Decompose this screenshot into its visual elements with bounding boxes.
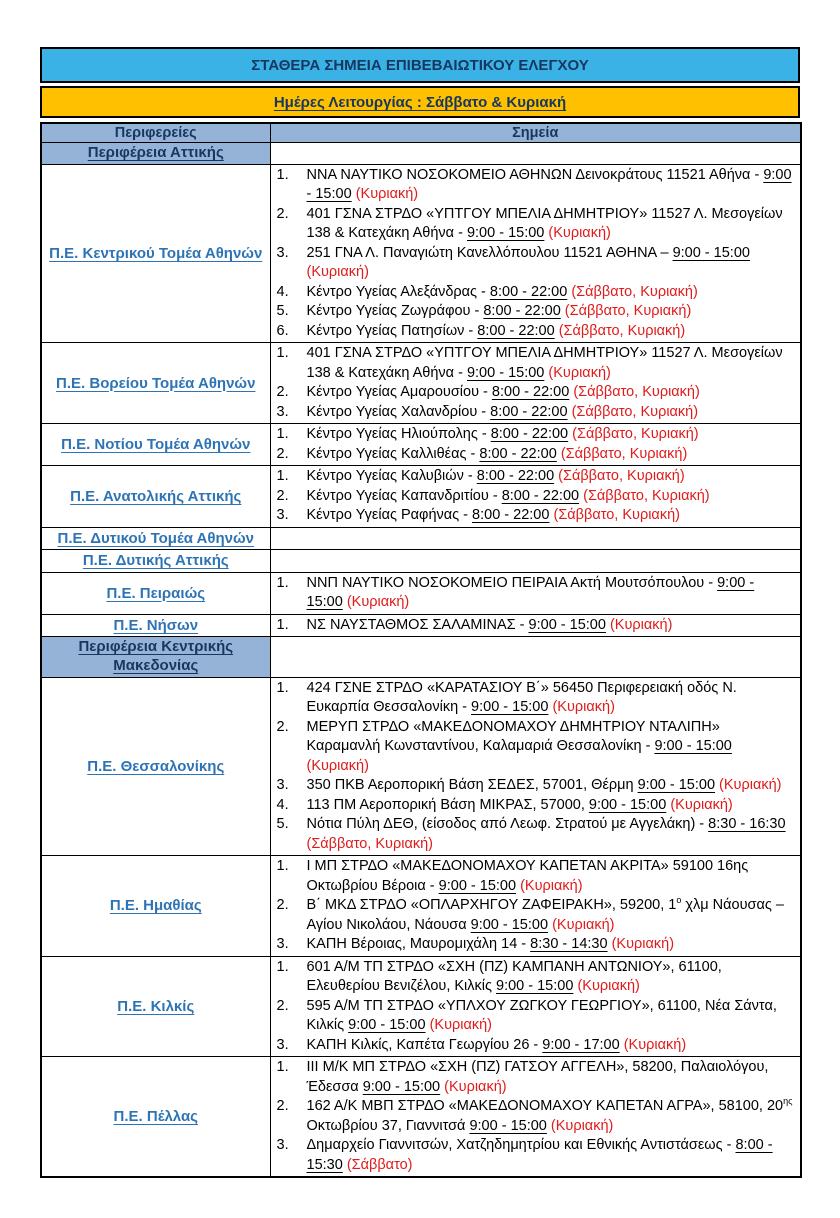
region-name-cell <box>41 856 270 957</box>
item-text: Κέντρο Υγείας Καλλιθέας - 8:00 - 22:00 (Σάββατο, Κυριακή) <box>306 445 688 462</box>
item-hours: 8:00 - 15:30 <box>306 1137 773 1173</box>
item-text: Κέντρο Υγείας Πατησίων - 8:00 - 22:00 (Σάββατο, Κυριακή) <box>306 322 686 339</box>
checkpoint-item <box>277 403 795 423</box>
item-hours: 9:00 - 15:00 <box>637 777 716 794</box>
item-text: 401 ΓΣΝΑ ΣΤΡΔΟ «ΥΠΤΓΟΥ ΜΠΕΛΙΑ ΔΗΜΗΤΡΙΟΥ» 11527 Λ. Μεσογείων 138 & Κατεχάκη Αθήνα - 9:00 - 15:00 (Κυριακή) <box>306 205 783 242</box>
table-row <box>41 550 801 573</box>
item-text: Κέντρο Υγείας Αλεξάνδρας - 8:00 - 22:00 (Σάββατο, Κυριακή) <box>306 283 698 300</box>
item-hours: 9:00 - 15:00 <box>466 364 545 381</box>
item-hours: 8:00 - 22:00 <box>501 487 580 504</box>
item-text: 595 Α/Μ ΤΠ ΣΤΡΔΟ «ΥΠΛΧΟΥ ΖΩΓΚΟΥ ΓΕΩΡΓΙΟΥ», 61100, Νέα Σάντα, Κιλκίς 9:00 - 15:00 (Κυριακή) <box>306 997 777 1034</box>
item-hours: 9:00 - 15:00 <box>471 699 549 716</box>
region-name-label: Π.Ε. Πειραιώς <box>106 584 206 602</box>
item-number: 2. <box>276 487 289 504</box>
region-name-label: Π.Ε. Δυτικού Τομέα Αθηνών <box>57 529 255 547</box>
region-name-cell <box>41 466 270 528</box>
checkpoint-item <box>277 383 795 403</box>
item-text: 424 ΓΣΝΕ ΣΤΡΔΟ «ΚΑΡΑΤΑΣΙΟΥ Β΄» 56450 Περιφερειακή οδός Ν. Ευκαρπία Θεσσαλονίκη - 9:00 - 15:00 (Κυριακή) <box>306 679 737 716</box>
item-hours: 9:00 - 15:00 <box>672 244 750 261</box>
item-days: (Κυριακή) <box>670 796 733 813</box>
table-row <box>41 527 801 550</box>
item-number: 1. <box>276 345 289 362</box>
item-text: 350 ΠΚΒ Αεροπορική Βάση ΣΕΔΕΣ, 57001, Θέρμη 9:00 - 15:00 (Κυριακή) <box>306 777 782 794</box>
item-hours: 8:30 - 16:30 <box>708 816 786 833</box>
points-cell <box>270 343 801 424</box>
item-hours: 9:00 - 15:00 <box>470 916 549 933</box>
checkpoint-item <box>277 166 795 205</box>
item-text: Κέντρο Υγείας Ραφήνας - 8:00 - 22:00 (Σάββατο, Κυριακή) <box>306 507 680 524</box>
region-name-label: Π.Ε. Ημαθίας <box>109 897 202 915</box>
checkpoint-item <box>277 997 795 1036</box>
checkpoint-item <box>277 506 795 526</box>
region-name-cell <box>41 164 270 343</box>
item-text: ΚΑΠΗ Κιλκίς, Καπέτα Γεωργίου 26 - 9:00 - 17:00 (Κυριακή) <box>306 1036 687 1053</box>
item-number: 3. <box>276 1137 289 1154</box>
table-row <box>41 572 801 614</box>
region-header-cell <box>41 637 270 678</box>
item-hours: 8:00 - 22:00 <box>490 426 569 443</box>
region-name-cell <box>41 572 270 614</box>
checkpoint-item <box>277 796 795 816</box>
item-days: (Κυριακή) <box>355 186 419 203</box>
points-cell <box>270 572 801 614</box>
checkpoint-item <box>277 467 795 487</box>
item-hours: 9:00 - 15:00 <box>588 796 667 813</box>
points-cell <box>270 956 801 1057</box>
item-number: 3. <box>276 1036 289 1053</box>
checkpoint-item <box>277 344 795 383</box>
item-days: (Κυριακή) <box>548 364 611 381</box>
item-hours: 8:00 - 22:00 <box>490 403 568 420</box>
item-number: 6. <box>276 322 289 339</box>
checkpoint-item <box>277 574 795 613</box>
checkpoint-item <box>277 205 795 244</box>
region-name-label: Π.Ε. Νήσων <box>113 616 199 634</box>
item-text: 162 Α/Κ ΜΒΠ ΣΤΡΔΟ «ΜΑΚΕΔΟΝΟΜΑΧΟΥ ΚΑΠΕΤΑΝ ΑΓΡΑ», 58100, $20^{\eta\varsigma}$ Οκτωβρίου 37, Γιαννιτσά 9:00 - 15:00 (Κυριακή) <box>306 1096 793 1134</box>
item-hours: 9:00 - 15:00 <box>306 574 755 611</box>
item-days: (Σάββατο, Κυριακή) <box>564 303 692 320</box>
points-cell <box>270 677 801 856</box>
item-days: (Σάββατο, Κυριακή) <box>583 487 710 504</box>
region-header-label: Περιφέρεια Κεντρικής Μακεδονίας <box>78 638 234 674</box>
checkpoint-item <box>277 244 795 283</box>
item-number: 5. <box>276 303 289 320</box>
item-days: (Σάββατο, Κυριακή) <box>553 507 680 524</box>
points-cell <box>270 550 801 573</box>
checkpoint-item <box>277 1036 795 1056</box>
region-name-label: Π.Ε. Δυτικής Αττικής <box>82 552 229 570</box>
item-hours: 9:00 - 15:00 <box>528 616 606 633</box>
checkpoint-item <box>277 302 795 322</box>
item-number: 1. <box>276 616 289 633</box>
item-text: 401 ΓΣΝΑ ΣΤΡΔΟ «ΥΠΤΓΟΥ ΜΠΕΛΙΑ ΔΗΜΗΤΡΙΟΥ» 11527 Λ. Μεσογείων 138 & Κατεχάκη Αθήνα - 9:00 - 15:00 (Κυριακή) <box>306 345 783 381</box>
item-number: 4. <box>276 796 289 813</box>
region-name-cell <box>41 614 270 637</box>
item-text: ΜΕΡΥΠ ΣΤΡΔΟ «ΜΑΚΕΔΟΝΟΜΑΧΟΥ ΔΗΜΗΤΡΙΟΥ ΝΤΑΛΙΠΗ» Καραμανλή Κωνσταντίνου, Καλαμαριά Θεσσαλονίκη - 9:00 - 15:00 (Κυριακή) <box>306 718 732 774</box>
item-hours: 8:00 - 22:00 <box>477 322 555 339</box>
item-days: (Σάββατο, Κυριακή) <box>306 835 433 852</box>
item-days: (Σάββατο, Κυριακή) <box>573 384 700 401</box>
checkpoint-item <box>277 445 795 465</box>
item-hours: 9:00 - 15:00 <box>362 1078 441 1095</box>
checkpoint-item <box>277 425 795 445</box>
region-name-label: Π.Ε. Νοτίου Τομέα Αθηνών <box>61 436 251 453</box>
column-header-points: Σημεία <box>270 123 801 143</box>
item-text: Κέντρο Υγείας Καλυβιών - 8:00 - 22:00 (Σάββατο, Κυριακή) <box>306 468 685 485</box>
item-hours: 9:00 - 15:00 <box>348 1017 426 1034</box>
item-number: 1. <box>276 166 289 183</box>
checkpoint-item <box>277 1097 795 1136</box>
item-number: 2. <box>276 1098 289 1115</box>
item-number: 1. <box>276 679 289 696</box>
item-days: (Κυριακή) <box>444 1078 507 1095</box>
region-name-cell <box>41 424 270 466</box>
checkpoint-item <box>277 815 795 854</box>
item-number: 1. <box>276 958 289 975</box>
item-number: 2. <box>276 384 289 401</box>
item-hours: 9:00 - 15:00 <box>466 225 545 242</box>
item-hours: 8:30 - 14:30 <box>530 936 608 953</box>
region-name-label: Π.Ε. Πέλλας <box>113 1108 198 1125</box>
item-number: 2. <box>276 897 289 914</box>
table-body <box>41 143 801 1178</box>
checkpoint-item <box>277 283 795 303</box>
item-days: (Σάββατο, Κυριακή) <box>560 445 688 462</box>
points-cell <box>270 164 801 343</box>
item-days: (Κυριακή) <box>609 616 673 633</box>
item-text: Β΄ ΜΚΔ ΣΤΡΔΟ «ΟΠΛΑΡΧΗΓΟΥ ΖΑΦΕΙΡΑΚΗ», 59200, $1^o$ χλμ Νάουσας – Αγίου Νικολάου, Νάουσα 9:00 - 15:00 (Κυριακή) <box>306 895 784 933</box>
checkpoint-item <box>277 776 795 796</box>
region-header-empty-cell <box>270 143 801 165</box>
region-header-cell <box>41 143 270 165</box>
item-days: (Σάββατο, Κυριακή) <box>558 322 686 339</box>
item-days: (Σάββατο, Κυριακή) <box>571 283 698 300</box>
item-number: 1. <box>276 1059 289 1076</box>
item-days: (Κυριακή) <box>306 757 369 774</box>
item-days: (Κυριακή) <box>719 777 782 794</box>
region-name-label: Π.Ε. Ανατολικής Αττικής <box>70 487 242 505</box>
operating-days-text: Ημέρες Λειτουργίας : Σάββατο & Κυριακή <box>273 94 567 111</box>
item-number: 3. <box>276 244 289 261</box>
item-days: (Σάββατο, Κυριακή) <box>558 468 685 485</box>
item-number: 2. <box>276 205 289 222</box>
item-hours: 8:00 - 22:00 <box>472 507 550 524</box>
region-header-empty-cell <box>270 637 801 678</box>
item-number: 2. <box>276 997 289 1014</box>
points-cell <box>270 466 801 528</box>
column-header-row <box>41 123 801 143</box>
item-hours: 9:00 - 15:00 <box>469 1117 547 1134</box>
region-header-label: Περιφέρεια Αττικής <box>87 144 224 161</box>
item-text: ΝΣ ΝΑΥΣΤΑΘΜΟΣ ΣΑΛΑΜΙΝΑΣ - 9:00 - 15:00 (Κυριακή) <box>306 616 673 633</box>
region-name-label: Π.Ε. Θεσσαλονίκης <box>87 757 225 775</box>
region-name-cell <box>41 677 270 856</box>
item-hours: 8:00 - 22:00 <box>483 303 561 320</box>
region-header-row <box>41 143 801 165</box>
points-cell <box>270 614 801 637</box>
item-number: 5. <box>276 816 289 833</box>
checkpoint-item <box>277 679 795 718</box>
item-number: 3. <box>276 936 289 953</box>
item-text: Κέντρο Υγείας Ζωγράφου - 8:00 - 22:00 (Σάββατο, Κυριακή) <box>306 303 692 320</box>
item-number: 4. <box>276 283 289 300</box>
item-text: Νότια Πύλη ΔΕΘ, (είσοδος από Λεωφ. Στρατού με Αγγελάκη) - 8:30 - 16:30 (Σάββατο, Κυριακή) <box>306 816 786 852</box>
document-title-bar <box>40 47 800 83</box>
item-days: (Κυριακή) <box>550 1117 614 1134</box>
item-number: 3. <box>276 507 289 524</box>
checkpoint-item <box>277 857 795 896</box>
region-name-label: Π.Ε. Κιλκίς <box>117 997 195 1015</box>
item-days: (Σάββατο, Κυριακή) <box>572 426 699 443</box>
item-text: Κέντρο Υγείας Αμαρουσίου - 8:00 - 22:00 (Σάββατο, Κυριακή) <box>306 384 700 401</box>
points-cell <box>270 856 801 957</box>
region-name-label: Π.Ε. Βορείου Τομέα Αθηνών <box>56 374 256 392</box>
document-title: ΣΤΑΘΕΡΑ ΣΗΜΕΙΑ ΕΠΙΒΕΒΑΙΩΤΙΚΟΥ ΕΛΕΓΧΟΥ <box>251 57 589 74</box>
item-text: ΙΙΙ Μ/Κ ΜΠ ΣΤΡΔΟ «ΣΧΗ (ΠΖ) ΓΑΤΣΟΥ ΑΓΓΕΛΗ», 58200, Παλαιολόγου, Έδεσσα 9:00 - 15:00 (Κυριακή) <box>306 1059 769 1095</box>
item-hours: 9:00 - 15:00 <box>496 978 574 995</box>
item-number: 3. <box>276 777 289 794</box>
checkpoint-item <box>277 958 795 997</box>
item-number: 3. <box>276 403 289 420</box>
item-days: (Σάββατο, Κυριακή) <box>571 403 699 420</box>
item-text: 601 Α/Μ ΤΠ ΣΤΡΔΟ «ΣΧΗ (ΠΖ) ΚΑΜΠΑΝΗ ΑΝΤΩΝΙΟΥ», 61100, Ελευθερίου Βενιζέλου, Κιλκίς 9:00 - 15:00 (Κυριακή) <box>306 958 722 995</box>
item-number: 2. <box>276 445 289 462</box>
region-name-label: Π.Ε. Κεντρικού Τομέα Αθηνών <box>49 244 263 262</box>
item-days: (Σάββατο) <box>346 1156 413 1173</box>
item-number: 1. <box>276 858 289 875</box>
region-name-cell <box>41 550 270 573</box>
item-days: (Κυριακή) <box>577 978 640 995</box>
item-text: Κέντρο Υγείας Ηλιούπολης - 8:00 - 22:00 (Σάββατο, Κυριακή) <box>306 426 699 443</box>
table-row <box>41 856 801 957</box>
checkpoint-item <box>277 896 795 935</box>
item-number: 2. <box>276 718 289 735</box>
region-name-cell <box>41 343 270 424</box>
item-number: 1. <box>276 468 289 485</box>
checkpoints-table <box>40 122 802 1178</box>
item-days: (Κυριακή) <box>611 936 675 953</box>
region-name-cell <box>41 527 270 550</box>
checkpoint-item <box>277 1136 795 1175</box>
item-days: (Κυριακή) <box>306 264 369 281</box>
item-days: (Κυριακή) <box>623 1036 687 1053</box>
item-number: 1. <box>276 426 289 443</box>
item-text: 113 ΠΜ Αεροπορική Βάση ΜΙΚΡΑΣ, 57000, 9:00 - 15:00 (Κυριακή) <box>306 796 733 813</box>
operating-days-bar <box>40 86 800 118</box>
item-text: ΚΑΠΗ Βέροιας, Μαυρομιχάλη 14 - 8:30 - 14:30 (Κυριακή) <box>306 936 675 953</box>
item-days: (Κυριακή) <box>346 594 410 611</box>
region-name-cell <box>41 1057 270 1178</box>
item-hours: 8:00 - 22:00 <box>489 283 568 300</box>
column-header-regions: Περιφερείες <box>41 123 270 143</box>
item-days: (Κυριακή) <box>552 699 615 716</box>
checkpoint-item <box>277 616 795 636</box>
table-row <box>41 424 801 466</box>
checkpoint-item <box>277 935 795 955</box>
item-days: (Κυριακή) <box>520 877 583 894</box>
points-cell <box>270 1057 801 1178</box>
item-text: Δημαρχείο Γιαννιτσών, Χατζηδημητρίου και Εθνικής Αντιστάσεως - 8:00 - 15:30 (Σάββατο) <box>306 1137 773 1173</box>
item-hours: 8:00 - 22:00 <box>479 445 557 462</box>
item-days: (Κυριακή) <box>548 225 611 242</box>
checkpoint-item <box>277 322 795 342</box>
checkpoint-item <box>277 718 795 777</box>
checkpoint-item <box>277 1058 795 1097</box>
table-row <box>41 1057 801 1178</box>
item-text: ΝΝΠ ΝΑΥΤΙΚΟ ΝΟΣΟΚΟΜΕΙΟ ΠΕΙΡΑΙΑ Ακτή Μουτσόπουλου - 9:00 - 15:00 (Κυριακή) <box>306 574 755 611</box>
item-text: 251 ΓΝΑ Λ. Παναγιώτη Κανελλόπουλου 11521 ΑΘΗΝΑ – 9:00 - 15:00 (Κυριακή) <box>306 244 750 281</box>
table-row <box>41 164 801 343</box>
item-hours: 8:00 - 22:00 <box>491 384 570 401</box>
table-row <box>41 956 801 1057</box>
item-hours: 9:00 - 17:00 <box>542 1036 620 1053</box>
region-name-cell <box>41 956 270 1057</box>
table-row <box>41 677 801 856</box>
item-text: Κέντρο Υγείας Καπανδριτίου - 8:00 - 22:00 (Σάββατο, Κυριακή) <box>306 487 710 504</box>
table-row <box>41 614 801 637</box>
item-number: 1. <box>276 574 289 591</box>
table-row <box>41 343 801 424</box>
item-hours: 9:00 - 15:00 <box>654 738 732 755</box>
table-row <box>41 466 801 528</box>
points-cell <box>270 424 801 466</box>
checkpoint-item <box>277 487 795 507</box>
item-hours: 9:00 - 15:00 <box>438 877 517 894</box>
item-hours: 9:00 - 15:00 <box>306 166 792 203</box>
item-text: Κέντρο Υγείας Χαλανδρίου - 8:00 - 22:00 (Σάββατο, Κυριακή) <box>306 403 699 420</box>
item-days: (Κυριακή) <box>552 916 615 933</box>
item-days: (Κυριακή) <box>429 1017 493 1034</box>
item-text: ΝΝΑ ΝΑΥΤΙΚΟ ΝΟΣΟΚΟΜΕΙΟ ΑΘΗΝΩΝ Δεινοκράτους 11521 Αθήνα - 9:00 - 15:00 (Κυριακή) <box>306 166 792 203</box>
region-header-row <box>41 637 801 678</box>
points-cell <box>270 527 801 550</box>
item-hours: 8:00 - 22:00 <box>476 468 555 485</box>
item-text: Ι ΜΠ ΣΤΡΔΟ «ΜΑΚΕΔΟΝΟΜΑΧΟΥ ΚΑΠΕΤΑΝ ΑΚΡΙΤΑ» 59100 16ης Οκτωβρίου Βέροια - 9:00 - 15:00 (Κυριακή) <box>306 858 749 894</box>
